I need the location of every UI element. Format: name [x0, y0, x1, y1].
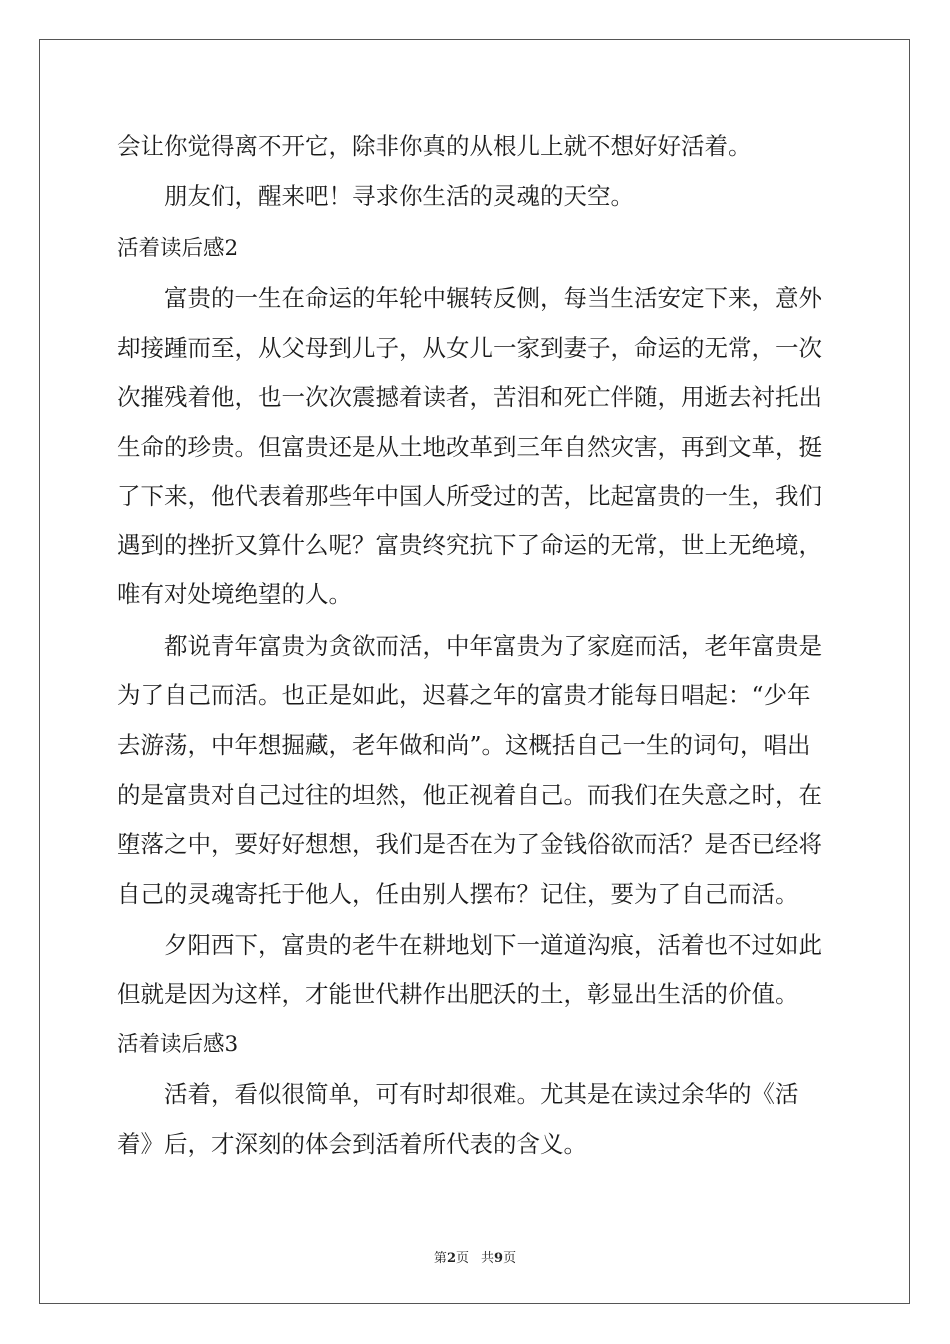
text-line: 的是富贵对自己过往的坦然，他正视着自己。而我们在失意之时，在 — [117, 781, 822, 809]
section-heading: 活着读后感3 — [117, 1032, 239, 1057]
text-line: 着》后，才深刻的体会到活着所代表的含义。 — [117, 1130, 587, 1158]
text-line: 了下来，他代表着那些年中国人所受过的苦，比起富贵的一生，我们 — [117, 482, 822, 510]
text-line: 生命的珍贵。但富贵还是从土地改革到三年自然灾害，再到文革，挺 — [117, 433, 822, 461]
text-line: 夕阳西下，富贵的老牛在耕地划下一道道沟痕，活着也不过如此 — [164, 931, 822, 959]
text-line: 堕落之中，要好好想想，我们是否在为了金钱俗欲而活？是否已经将 — [117, 830, 822, 858]
text-line: 次摧残着他，也一次次震撼着读者，苦泪和死亡伴随，用逝去衬托出 — [117, 383, 822, 411]
text-line: 朋友们，醒来吧！寻求你生活的灵魂的天空。 — [164, 182, 634, 210]
text-line: 富贵的一生在命运的年轮中辗转反侧，每当生活安定下来，意外 — [164, 284, 822, 312]
text-line: 都说青年富贵为贪欲而活，中年富贵为了家庭而活，老年富贵是 — [164, 632, 822, 660]
text-line: 活着，看似很简单，可有时却很难。尤其是在读过余华的《活 — [164, 1080, 799, 1108]
page-number-current: 2 — [446, 1251, 456, 1266]
text-line: 但就是因为这样，才能世代耕作出肥沃的土，彰显出生活的价值。 — [117, 980, 799, 1008]
text-line: 为了自己而活。也正是如此，迟暮之年的富贵才能每日唱起：“少年 — [117, 681, 811, 709]
page-footer — [0, 1247, 950, 1266]
page-total: 9 — [494, 1251, 504, 1266]
text-line: 去游荡，中年想掘藏，老年做和尚”。这概括自己一生的词句，唱出 — [117, 731, 811, 759]
page-total-prefix: 共 — [481, 1251, 495, 1266]
text-line: 却接踵而至，从父母到儿子，从女儿一家到妻子，命运的无常，一次 — [117, 334, 822, 362]
section-heading: 活着读后感2 — [117, 236, 239, 261]
page-number-prefix: 第 — [433, 1251, 447, 1266]
page-total-suffix: 页 — [503, 1251, 517, 1266]
text-line: 遇到的挫折又算什么呢？富贵终究抗下了命运的无常，世上无绝境， — [117, 531, 822, 559]
text-line: 自己的灵魂寄托于他人，任由别人摆布？记住，要为了自己而活。 — [117, 880, 799, 908]
text-line: 唯有对处境绝望的人。 — [117, 580, 352, 608]
page-number-suffix: 页 — [455, 1251, 469, 1266]
text-line: 会让你觉得离不开它，除非你真的从根儿上就不想好好活着。 — [117, 132, 752, 160]
